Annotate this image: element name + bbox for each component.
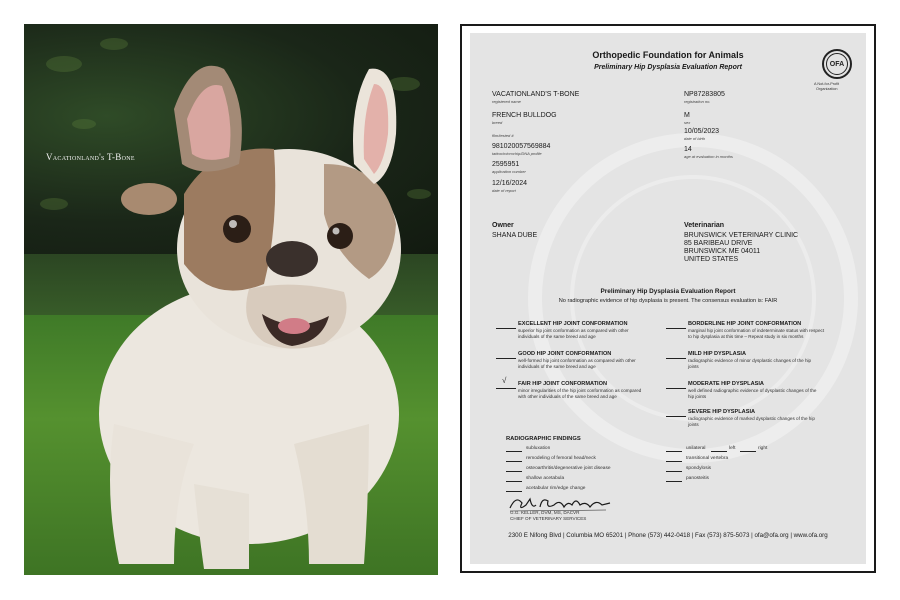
fair-checkbox-line: [496, 388, 516, 389]
photo-caption: Vacationland's T-Bone: [46, 152, 135, 162]
option-good-title: GOOD HIP JOINT CONFORMATION: [518, 351, 612, 357]
fair-check-mark: √: [502, 376, 507, 385]
sex-label: sex: [684, 120, 691, 125]
excellent-checkbox-line: [496, 328, 516, 329]
owner-name: SHANA DUBE: [492, 232, 538, 239]
option-good-desc: well-formed hip joint conformation as compared with other individuals of the same breed and age: [518, 358, 636, 369]
option-moderate-desc: well defined radiographic evidence of dysplastic changes of the hip joints: [688, 388, 817, 399]
ofa-logo-text: OFA: [826, 53, 848, 75]
option-excellent-desc: superior hip joint conformation as compared with other individuals of the same breed and age: [518, 328, 629, 339]
age-label: age at evaluation in months: [684, 154, 733, 159]
signer-title: CHIEF OF VETERINARY SERVICES: [510, 516, 587, 521]
certificate-body: [470, 33, 866, 564]
severe-checkbox-line: [666, 416, 686, 417]
registered-name-value: VACATIONLAND'S T-BONE: [492, 91, 580, 98]
finding-shallow-acetabula: shallow acetabula: [526, 476, 565, 481]
finding-left: left: [729, 446, 736, 451]
evaluation-heading: Preliminary Hip Dysplasia Evaluation Report: [600, 288, 736, 295]
nonprofit-line-1: A Not-for-Profit: [814, 82, 840, 86]
breed-label: breed: [492, 120, 503, 125]
finding-line-7: [666, 461, 682, 462]
sex-value: M: [684, 112, 690, 119]
option-fair-title: FAIR HIP JOINT CONFORMATION: [518, 381, 607, 387]
registration-no-label: registration no.: [684, 99, 711, 104]
date-of-birth-value: 10/05/2023: [684, 128, 720, 135]
option-borderline-title: BORDERLINE HIP JOINT CONFORMATION: [688, 321, 802, 327]
film-tested-label: film/tested #: [492, 133, 514, 138]
nonprofit-line-2: Organization: [816, 87, 838, 91]
finding-line-6: [666, 451, 682, 452]
footer-contact: 2300 E Nifong Blvd | Columbia MO 65201 | Phone (573) 442-0418 | Fax (573) 875-5073 | ofa@ofa.org | www.ofa.org: [508, 532, 828, 539]
owner-label: Owner: [492, 222, 514, 229]
org-name: Orthopedic Foundation for Animals: [592, 50, 744, 60]
good-checkbox-line: [496, 358, 516, 359]
finding-remodeling: remodeling of femoral head/neck: [526, 456, 596, 461]
application-number-value: 2595951: [492, 161, 520, 168]
finding-acetabular-rim: acetabular rim/edge change: [526, 486, 586, 491]
option-moderate-title: MODERATE HIP DYSPLASIA: [688, 381, 764, 387]
dog-photo: [24, 24, 438, 575]
evaluation-statement: No radiographic evidence of hip dysplasia is present. The consensus evaluation is: FAIR: [558, 298, 778, 304]
finding-transitional-vertebra: transitional vertebra: [686, 456, 729, 461]
option-fair-desc: minor irregularities of the hip joint conformation as compared with other individuals of the same breed and age: [518, 388, 642, 399]
signer-name: G.G. KELLER, DVM, MS, DACVR: [510, 510, 580, 515]
vet-line-3: BRUNSWICK ME 04011: [684, 248, 761, 255]
finding-osteoarthritis: osteoarthritis/degenerative joint disease: [526, 466, 611, 471]
ofa-logo: [822, 49, 852, 79]
finding-line-4: [506, 481, 522, 482]
finding-subluxation: subluxation: [526, 446, 551, 451]
option-borderline-desc: marginal hip joint conformation of indeterminate status with respect to hip dysplasia at this time – Repeat study in six months: [688, 328, 825, 339]
option-mild-title: MILD HIP DYSPLASIA: [688, 351, 747, 357]
findings-heading: RADIOGRAPHIC FINDINGS: [506, 436, 581, 442]
report-title: Preliminary Hip Dysplasia Evaluation Report: [594, 64, 742, 71]
vet-line-2: 85 BARIBEAU DRIVE: [684, 240, 753, 247]
finding-line-8: [666, 471, 682, 472]
finding-panosteitis: panosteitis: [686, 476, 709, 481]
finding-line-1: [506, 451, 522, 452]
finding-line-3: [506, 471, 522, 472]
date-of-report-label: date of report: [492, 188, 516, 193]
vet-line-4: UNITED STATES: [684, 256, 739, 263]
mild-checkbox-line: [666, 358, 686, 359]
finding-unilateral-line: [711, 451, 727, 452]
age-value: 14: [684, 146, 692, 153]
option-excellent-title: EXCELLENT HIP JOINT CONFORMATION: [518, 321, 628, 327]
moderate-checkbox-line: [666, 388, 686, 389]
option-mild-desc: radiographic evidence of minor dysplastic changes of the hip joints: [688, 358, 812, 369]
ofa-certificate: [460, 24, 876, 573]
finding-right: right: [758, 446, 768, 451]
borderline-checkbox-line: [666, 328, 686, 329]
option-severe-desc: radiographic evidence of marked dysplastic changes of the hip joints: [688, 416, 815, 427]
breed-value: FRENCH BULLDOG: [492, 112, 557, 119]
french-bulldog-illustration: [24, 24, 438, 575]
application-number-label: application number: [492, 169, 526, 174]
date-of-report-value: 12/16/2024: [492, 180, 528, 187]
microchip-label: tattoo/microchip/DNA profile: [492, 151, 542, 156]
microchip-value: 981020057569884: [492, 143, 551, 150]
finding-line-2: [506, 461, 522, 462]
registration-no-value: NP87283805: [684, 91, 725, 98]
registered-name-label: registered name: [492, 99, 521, 104]
option-severe-title: SEVERE HIP DYSPLASIA: [688, 409, 756, 415]
finding-line-5: [506, 491, 522, 492]
finding-unilateral: unilateral: [686, 446, 706, 451]
finding-line-9: [666, 481, 682, 482]
date-of-birth-label: date of birth: [684, 136, 706, 141]
veterinarian-label: Veterinarian: [684, 222, 725, 229]
finding-spondylosis: spondylosis: [686, 466, 712, 471]
finding-left-line: [740, 451, 756, 452]
vet-line-1: BRUNSWICK VETERINARY CLINIC: [684, 232, 799, 239]
